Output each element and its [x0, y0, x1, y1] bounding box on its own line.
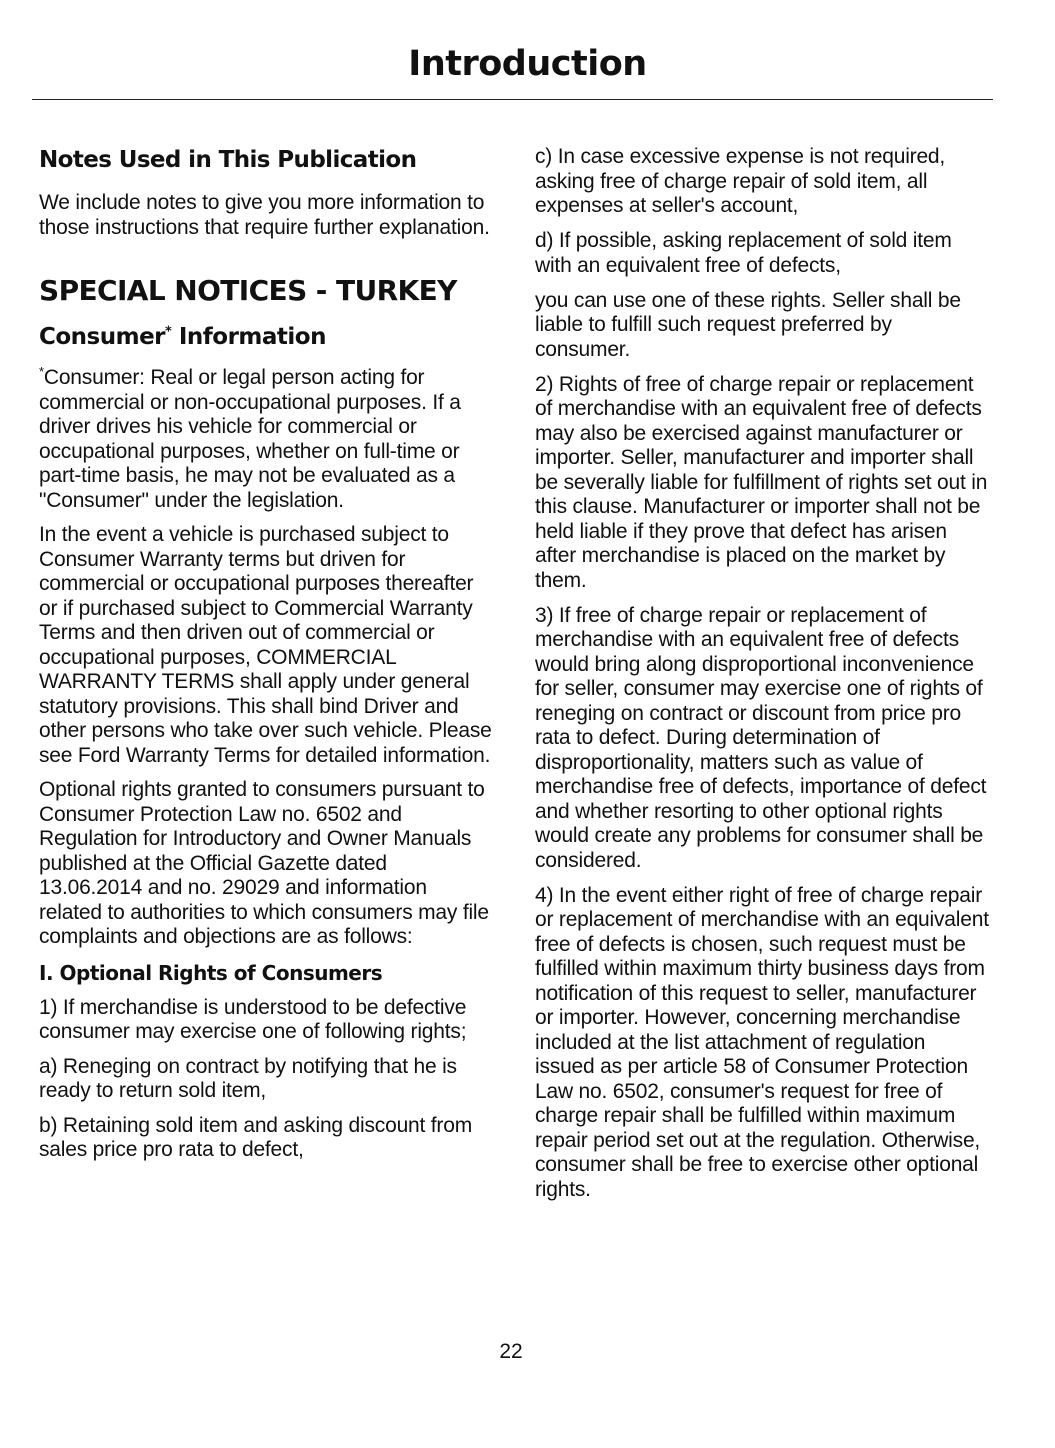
consumer-definition — [39, 366, 494, 513]
notes-heading: Notes Used in This Publication — [39, 147, 417, 173]
rights-item-3: 3) If free of charge repair or replacement of merchandise with an equivalent free of defects would bring along disproportional inconvenience for seller, consumer may exercise one of rights of reneging on contract or discount from price pro rata to defect. During determination of disproportionality, matters such as value of merchandise free of defects, importance of defect and whether resorting to other optional rights would create any problems for consumer shall be considered. — [535, 603, 987, 872]
definition-text: Consumer: Real or legal person acting for commercial or non-occupational purposes. If a driver drives his vehicle for commercial or occupational purposes, whether on full-time or part-time basis, he may not be evaluated as a "Consumer" under the legislation. — [39, 366, 461, 512]
notes-text: We include notes to give you more information to those instructions that require further explanation. — [39, 191, 490, 239]
consumer-heading-asterisk: * — [165, 324, 172, 340]
special-notices-heading: SPECIAL NOTICES - TURKEY — [39, 274, 457, 307]
consumer-information-heading — [39, 324, 494, 350]
right-column — [535, 145, 990, 1213]
rights-item-b: b) Retaining sold item and asking discount from sales price pro rata to defect, — [39, 1113, 472, 1161]
rights-item-2: 2) Rights of free of charge repair or replacement of merchandise with an equivalent free of defects may also be exercised against manufacturer or importer. Seller, manufacturer and importer shall be severally liable for fulfillment of rights set out in this clause. Manufacturer or importer shall not be held liable if they prove that defect has arisen after merchandise is placed on the market by them. — [535, 372, 988, 592]
rights-item-d: d) If possible, asking replacement of sold item with an equivalent free of defects, — [535, 229, 952, 277]
left-column — [39, 145, 494, 1173]
consumer-heading-word: Consumer — [39, 324, 166, 350]
rights-item-c: c) In case excessive expense is not required, asking free of charge repair of sold item, all expenses at seller's account, — [535, 145, 946, 217]
rights-item-1: 1) If merchandise is understood to be defective consumer may exercise one of following rights; — [39, 995, 467, 1043]
consumer-heading-rest: Information — [171, 324, 326, 350]
optional-rights-intro: Optional rights granted to consumers pursuant to Consumer Protection Law no. 6502 and Regulation for Introductory and Owner Manuals published at the Official Gazette dated 13.06.2014 and no. 29029 and information related to authorities to which consumers may file complaints and objections are as follows: — [39, 778, 489, 948]
rights-item-4: 4) In the event either right of free of charge repair or replacement of merchandise with an equivalent free of defects is chosen, such request must be fulfilled within maximum thirty business days from notification of this request to seller, manufacturer or importer. However, concerning merchandise included at the list attachment of regulation issued as per article 58 of Consumer Protection Law no. 6502, consumer's request for free of charge repair shall be fulfilled within maximum repair period set out at the regulation. Otherwise, consumer shall be free to exercise other optional rights. — [535, 883, 989, 1201]
optional-rights-heading: I. Optional Rights of Consumers — [39, 960, 383, 985]
rights-usage-paragraph: you can use one of these rights. Seller shall be liable to fulfill such request preferred by consumer. — [535, 288, 961, 361]
definition-asterisk: * — [39, 364, 44, 379]
rights-item-a: a) Reneging on contract by notifying that he is ready to return sold item, — [39, 1054, 457, 1102]
page-title: Introduction — [408, 44, 647, 84]
page-number: 22 — [499, 1340, 523, 1363]
title-divider — [32, 99, 993, 100]
warranty-terms-paragraph: In the event a vehicle is purchased subject to Consumer Warranty terms but driven for commercial or occupational purposes thereafter or if purchased subject to Commercial Warranty Terms and then driven out of commercial or occupational purposes, COMMERCIAL WARRANTY TERMS shall apply under general statutory provisions. This shall bind Driver and other persons who take over such vehicle. Please see Ford Warranty Terms for detailed information. — [39, 523, 492, 767]
